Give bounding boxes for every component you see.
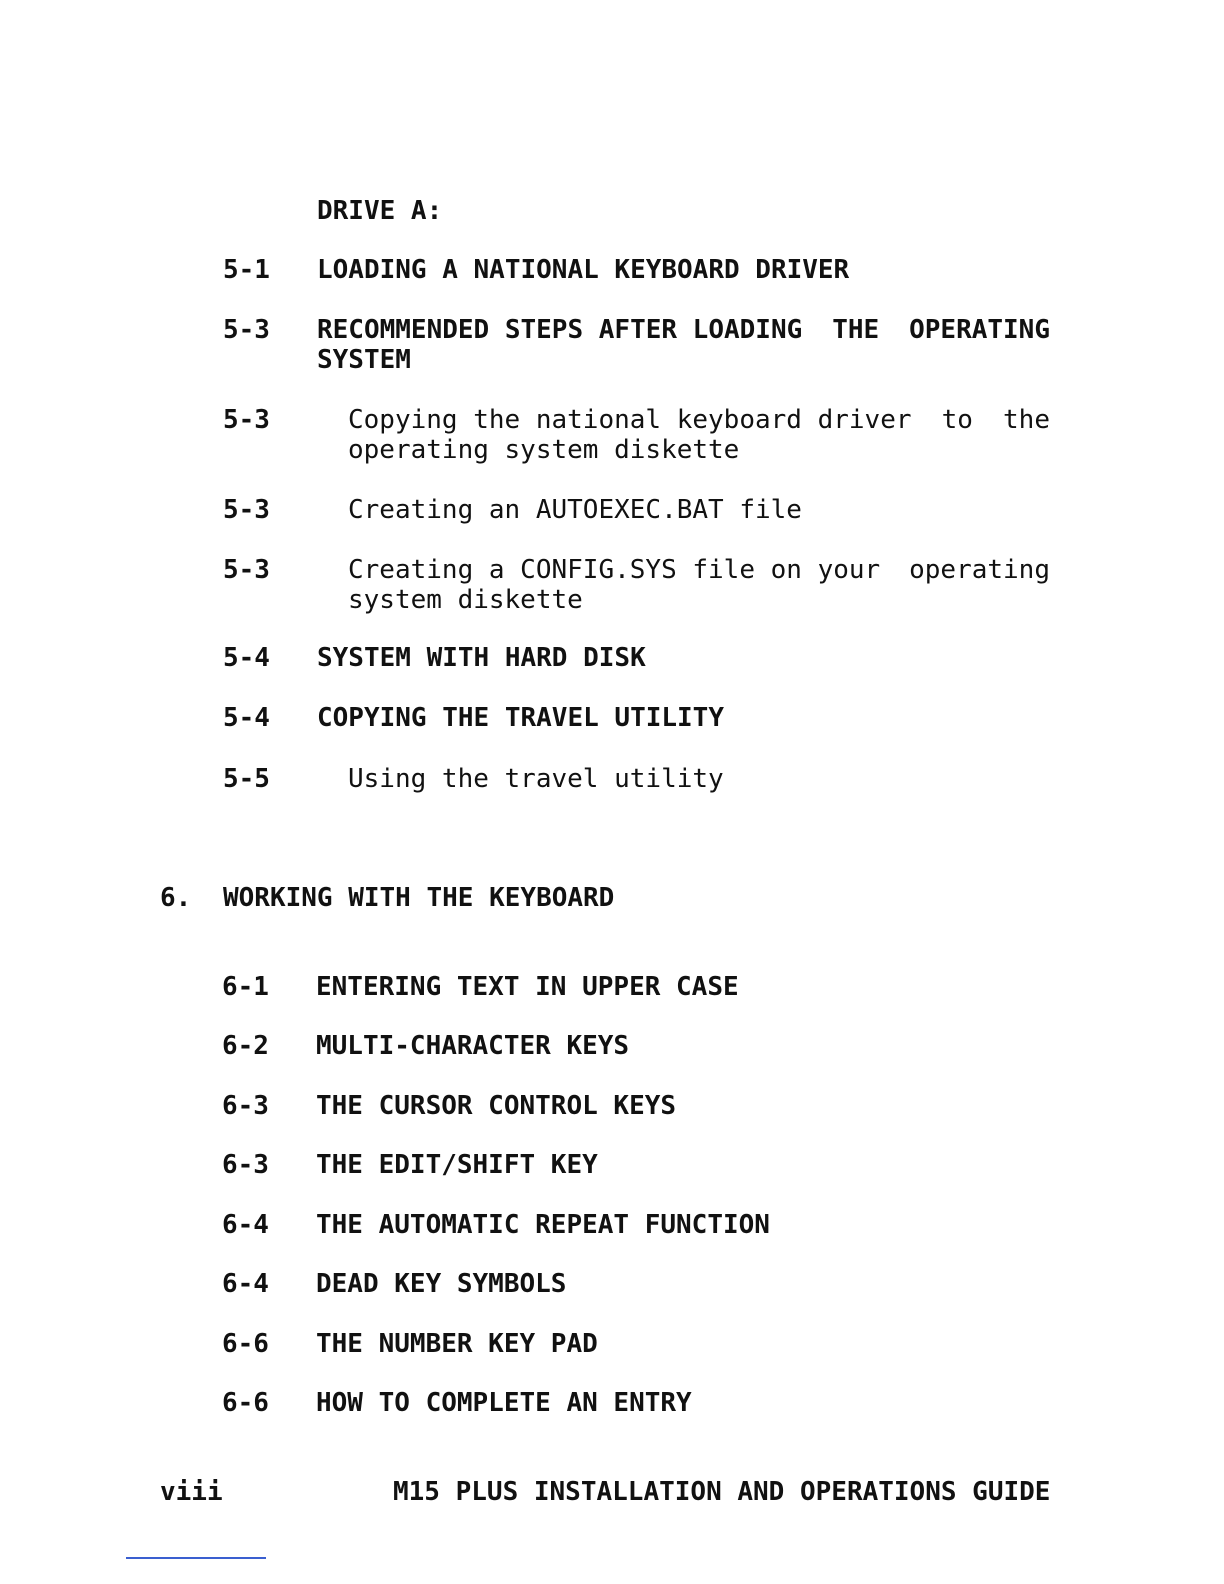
chapter-title[interactable]: WORKING WITH THE KEYBOARD — [223, 883, 615, 913]
toc-entry[interactable] — [317, 315, 1050, 345]
toc-page-number: 6-3 — [222, 1150, 269, 1180]
toc-entry[interactable]: DEAD KEY SYMBOLS — [316, 1269, 567, 1299]
toc-page-number: 5-4 — [223, 643, 270, 673]
toc-entry-part: OPERATING — [909, 315, 1050, 345]
toc-page-number: 5-3 — [223, 405, 270, 435]
toc-subentry[interactable]: Using the travel utility — [348, 764, 724, 794]
toc-page-number: 6-4 — [222, 1210, 269, 1240]
toc-entry[interactable]: THE CURSOR CONTROL KEYS — [316, 1091, 677, 1121]
toc-subentry-continuation[interactable]: operating system diskette — [348, 435, 740, 465]
toc-page-number: 5-4 — [223, 703, 270, 733]
toc-page-number: 6-1 — [222, 972, 269, 1002]
toc-page-number: 6-3 — [222, 1091, 269, 1121]
toc-page-number: 5-3 — [223, 555, 270, 585]
toc-page-number: 6-4 — [222, 1269, 269, 1299]
toc-entry[interactable]: SYSTEM WITH HARD DISK — [317, 643, 646, 673]
toc-entry-part: Creating a CONFIG.SYS file on your — [348, 555, 881, 585]
toc-page-number: 6-2 — [222, 1031, 269, 1061]
toc-entry-part: the — [1003, 405, 1050, 435]
toc-entry-part: operating — [909, 555, 1050, 585]
toc-entry[interactable]: THE AUTOMATIC REPEAT FUNCTION — [316, 1210, 770, 1240]
footer-page-number: viii — [160, 1477, 223, 1507]
toc-entry-part: RECOMMENDED STEPS AFTER LOADING — [317, 315, 803, 345]
toc-page-number: 5-1 — [223, 255, 270, 285]
toc-subentry[interactable] — [348, 555, 1050, 585]
toc-page-number: 6-6 — [222, 1388, 269, 1418]
toc-entry[interactable]: ENTERING TEXT IN UPPER CASE — [316, 972, 739, 1002]
toc-entry-part: to — [941, 405, 973, 435]
bottom-rule — [126, 1557, 266, 1559]
toc-entry[interactable]: COPYING THE TRAVEL UTILITY — [317, 703, 724, 733]
toc-subentry[interactable] — [348, 405, 1050, 435]
toc-entry-continuation[interactable]: SYSTEM — [317, 345, 411, 375]
toc-entry[interactable]: MULTI-CHARACTER KEYS — [316, 1031, 630, 1061]
toc-subentry-continuation[interactable]: system diskette — [348, 585, 583, 615]
toc-entry[interactable]: HOW TO COMPLETE AN ENTRY — [316, 1388, 692, 1418]
toc-entry-part: Copying the national keyboard driver — [348, 405, 912, 435]
toc-entry-part: THE — [832, 315, 880, 345]
toc-subentry[interactable]: Creating an AUTOEXEC.BAT file — [348, 495, 802, 525]
chapter-number: 6. — [160, 883, 192, 913]
toc-entry[interactable]: THE NUMBER KEY PAD — [316, 1329, 598, 1359]
toc-page-number: 5-3 — [223, 495, 270, 525]
toc-entry[interactable]: LOADING A NATIONAL KEYBOARD DRIVER — [317, 255, 850, 285]
footer-title: M15 PLUS INSTALLATION AND OPERATIONS GUIDE — [393, 1477, 1051, 1507]
continuation-heading: DRIVE A: — [317, 196, 443, 226]
toc-page-number: 5-5 — [223, 764, 270, 794]
toc-page-number: 6-6 — [222, 1329, 269, 1359]
toc-page-number: 5-3 — [223, 315, 270, 345]
toc-entry[interactable]: THE EDIT/SHIFT KEY — [316, 1150, 598, 1180]
